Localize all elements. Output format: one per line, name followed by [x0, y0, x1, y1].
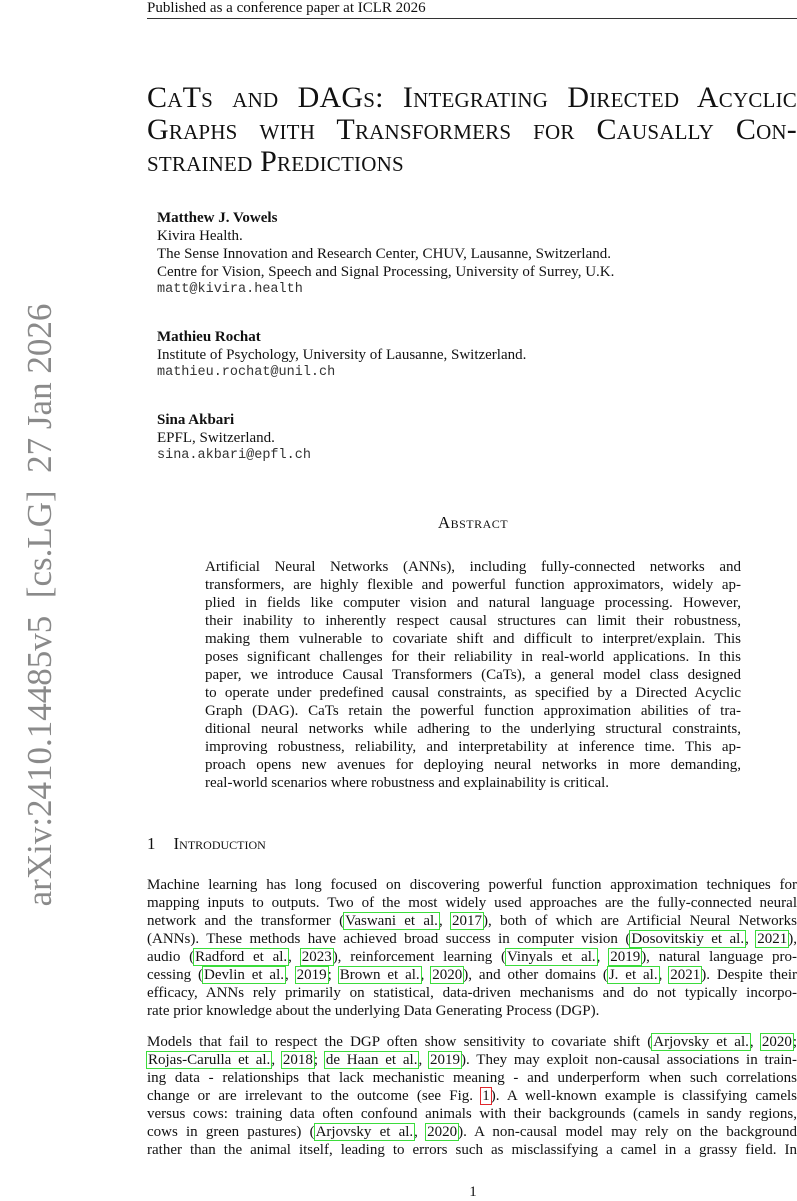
text-line: [205, 630, 741, 648]
text-line: [205, 576, 741, 594]
text-run: ;: [313, 1052, 325, 1068]
author-affiliation: Centre for Vision, Speech and Signal Processing, University of Surrey, U.K.: [157, 264, 615, 280]
text-line: [147, 984, 797, 1002]
author-block: [157, 328, 526, 382]
citation-link[interactable]: Vinyals et al.: [506, 949, 596, 965]
paper-title: [147, 82, 797, 178]
text-line: [147, 1069, 797, 1087]
text-run: ,: [288, 949, 301, 965]
intro-paragraph-1: [147, 876, 797, 1020]
author-affiliation: The Sense Innovation and Research Center, CHUV, Lausanne, Switzerland.: [157, 246, 611, 262]
author-name: Sina Akbari: [157, 412, 235, 428]
citation-link[interactable]: 2018: [282, 1052, 313, 1068]
figure-reference-link[interactable]: 1: [482, 1088, 490, 1104]
text-line: [205, 702, 741, 720]
text-run: ,: [658, 967, 670, 983]
text-line: [147, 1051, 797, 1069]
text-line: [147, 1105, 797, 1123]
text-line: [147, 1002, 797, 1020]
text-line: [147, 1123, 797, 1141]
text-run: ,: [745, 931, 757, 947]
text-line: [147, 1087, 797, 1105]
text-run: cessing (: [147, 967, 204, 983]
citation-link[interactable]: Brown et al.: [339, 967, 420, 983]
text-run: real-world scenarios where robustness and explainability is critical.: [205, 775, 610, 791]
text-run: audio (: [147, 949, 195, 965]
text-run: poses significant challenges for their reliability in real-world applications. In this: [205, 649, 741, 665]
text-run: ,: [285, 967, 296, 983]
author-email[interactable]: sina.akbari@epfl.ch: [157, 448, 311, 463]
text-run: Graph (DAG). CaTs retain the powerful function approximation abilities of tra-: [205, 703, 741, 719]
text-run: ),: [788, 931, 797, 947]
text-line: [205, 666, 741, 684]
text-line: [147, 912, 797, 930]
section-heading: [147, 834, 266, 854]
author-affiliation: EPFL, Switzerland.: [157, 430, 275, 446]
text-run: ,: [414, 1124, 427, 1140]
title-line: Graphs with Transformers for Causally Con-: [147, 113, 797, 146]
text-run: rather than the animal itself, leading to errors such as misclassifying a camel in a grassy field. In: [147, 1142, 797, 1158]
text-line: [205, 756, 741, 774]
text-run: ). A non-causal model may rely on the background: [458, 1124, 797, 1140]
text-run: ), and other domains (: [463, 967, 608, 983]
text-run: ). A well-known example is classifying camels: [490, 1088, 797, 1104]
text-run: versus cows: training data often confound animals with their backgrounds (camels in sandy regions,: [147, 1106, 797, 1122]
text-run: ,: [596, 949, 610, 965]
citation-link[interactable]: 2021: [670, 967, 701, 983]
text-line: [205, 720, 741, 738]
author-email[interactable]: matt@kivira.health: [157, 282, 303, 297]
text-line: [205, 774, 741, 792]
citation-link[interactable]: 2020: [427, 1124, 458, 1140]
citation-link[interactable]: Rojas-Carulla et al.: [148, 1052, 271, 1068]
text-run: ,: [420, 967, 432, 983]
page-number: 1: [469, 1184, 477, 1200]
text-run: transformers, are highly flexible and powerful function approximators, widely ap-: [205, 577, 741, 593]
text-run: ), natural language pro-: [641, 949, 797, 965]
text-run: proach opens new avenues for deploying neural networks in more demanding,: [205, 757, 741, 773]
text-run: ). They may exploit non-causal associations in train-: [461, 1052, 797, 1068]
text-run: ,: [438, 913, 451, 929]
text-line: [147, 1141, 797, 1159]
text-run: to operate under predefined causal constraints, as specified by a Directed Acyclic: [205, 685, 741, 701]
author-block: [157, 411, 311, 465]
text-line: [205, 612, 741, 630]
citation-link[interactable]: Arjovsky et al.: [653, 1034, 749, 1050]
text-run: ;: [327, 967, 339, 983]
author-name: Matthew J. Vowels: [157, 210, 278, 226]
text-line: [147, 1033, 797, 1051]
text-line: [205, 558, 741, 576]
text-run: ,: [749, 1034, 761, 1050]
title-line: CaTs and DAGs: Integrating Directed Acyclic: [147, 81, 797, 114]
author-affiliation: Kivira Health.: [157, 228, 243, 244]
text-run: ,: [418, 1052, 430, 1068]
text-run: change or are irrelevant to the outcome (see Fig.: [147, 1088, 482, 1104]
intro-paragraph-2: [147, 1033, 797, 1159]
text-run: ;: [792, 1034, 797, 1050]
text-run: (ANNs). These methods have achieved broad success in computer vision (: [147, 931, 631, 947]
text-run: rate prior knowledge about the underlying Data Generating Process (DGP).: [147, 1003, 600, 1019]
text-line: [147, 930, 797, 948]
abstract-body: [205, 558, 741, 792]
text-run: ), both of which are Artificial Neural Networks: [482, 913, 797, 929]
author-email[interactable]: mathieu.rochat@unil.ch: [157, 365, 336, 380]
abstract-heading: Abstract: [437, 513, 509, 532]
section-number: 1: [147, 834, 156, 853]
section-title: Introduction: [173, 834, 266, 853]
text-line: [147, 966, 797, 984]
text-run: efficacy, ANNs rely primarily on statistical, data-driven mechanisms and do not typically incorpo-: [147, 985, 797, 1001]
text-line: [205, 648, 741, 666]
author-block: [157, 209, 614, 299]
citation-link[interactable]: 2019: [430, 1052, 461, 1068]
running-header: Published as a conference paper at ICLR 2026: [147, 0, 797, 19]
citation-link[interactable]: Arjovsky et al.: [315, 1124, 414, 1140]
author-affiliation: Institute of Psychology, University of Lausanne, Switzerland.: [157, 347, 527, 363]
text-run: ), reinforcement learning (: [332, 949, 506, 965]
citation-link[interactable]: 2021: [757, 931, 788, 947]
text-run: Machine learning has long focused on discovering powerful function approximation techniques for: [147, 877, 797, 893]
text-run: Artificial Neural Networks (ANNs), including fully-connected networks and: [205, 559, 741, 575]
text-line: [147, 876, 797, 894]
citation-link[interactable]: 2020: [432, 967, 463, 983]
text-line: [147, 894, 797, 912]
citation-link[interactable]: Radford et al.: [195, 949, 288, 965]
text-line: [205, 594, 741, 612]
author-name: Mathieu Rochat: [157, 329, 261, 345]
citation-link[interactable]: 2017: [451, 913, 482, 929]
text-run: ). Despite their: [701, 967, 797, 983]
text-run: improving robustness, reliability, and interpretability at inference time. This ap-: [205, 739, 741, 755]
citation-link[interactable]: Devlin et al.: [204, 967, 285, 983]
text-line: [205, 738, 741, 756]
text-run: ing data - relationships that lack mechanistic meaning - and underperform when such correlations: [147, 1070, 797, 1086]
text-run: Models that fail to respect the DGP often show sensitivity to covariate shift (: [147, 1034, 653, 1050]
citation-link[interactable]: Vaswani et al.: [345, 913, 438, 929]
text-run: ,: [271, 1052, 282, 1068]
text-run: ditional neural networks while adhering to the underlying structural constraints,: [205, 721, 741, 737]
citation-link[interactable]: Dosovitskiy et al.: [631, 931, 745, 947]
citation-link[interactable]: 2023: [301, 949, 332, 965]
text-run: paper, we introduce Causal Transformers (CaTs), a general model class designed: [205, 667, 741, 683]
citation-link[interactable]: 2019: [296, 967, 327, 983]
text-run: their inability to inherently respect causal structures can limit their robustness,: [205, 613, 741, 629]
text-run: network and the transformer (: [147, 913, 345, 929]
citation-link[interactable]: J. et al.: [608, 967, 658, 983]
text-line: [147, 948, 797, 966]
citation-link[interactable]: 2019: [610, 949, 641, 965]
text-run: cows in green pastures) (: [147, 1124, 315, 1140]
text-line: [205, 684, 741, 702]
text-run: mapping inputs to outputs. Two of the most widely used approaches are the fully-connected neural: [147, 895, 797, 911]
arxiv-identifier-sidebar[interactable]: arXiv:2410.14485v5 [cs.LG] 27 Jan 2026: [20, 303, 59, 907]
text-run: plied in fields like computer vision and natural language processing. However,: [205, 595, 741, 611]
citation-link[interactable]: de Haan et al.: [325, 1052, 418, 1068]
title-line: strained Predictions: [147, 145, 404, 178]
citation-link[interactable]: 2020: [761, 1034, 792, 1050]
text-run: making them vulnerable to covariate shift and difficult to interpret/explain. This: [205, 631, 741, 647]
